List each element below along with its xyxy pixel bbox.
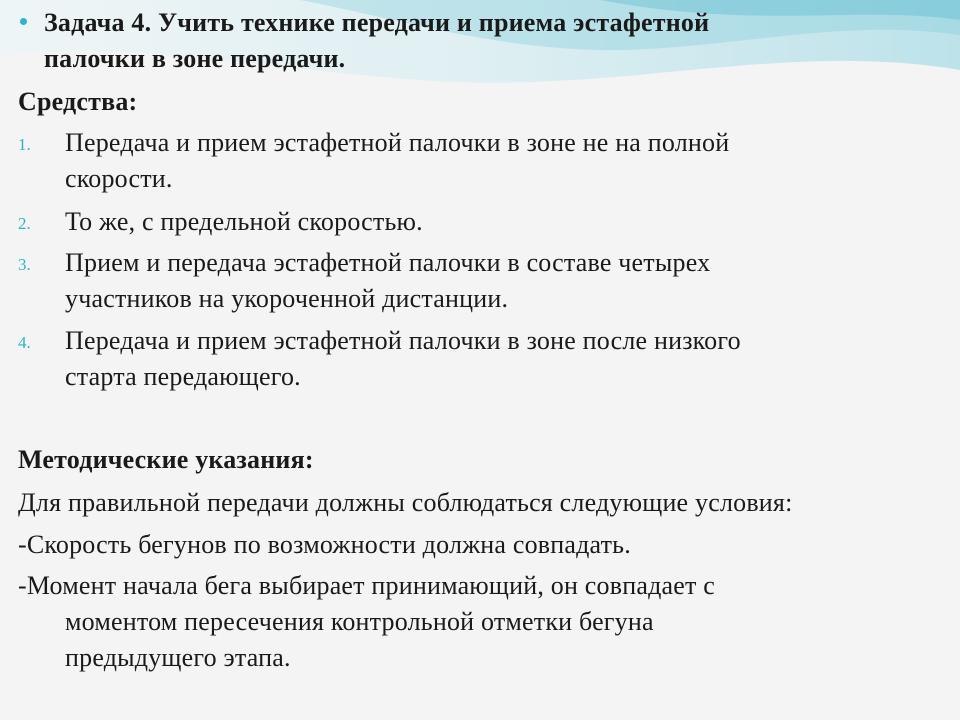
list-number: 1. [18, 135, 31, 154]
list-item-text: старта передающего. [65, 362, 301, 391]
method-line: Для правильной передачи должны соблюдаться следующие условия: [18, 488, 793, 517]
list-item-text: участников на укороченной дистанции. [65, 284, 509, 313]
list-item-text: Передача и прием эстафетной палочки в зоне после низкого [65, 326, 741, 355]
method-line: предыдущего этапа. [65, 643, 291, 672]
list-item-text: скорости. [65, 164, 173, 193]
task-title-line-2: палочки в зоне передачи. [44, 44, 346, 73]
bullet-icon [20, 18, 27, 25]
method-line: -Момент начала бега выбирает принимающий, он совпадает с [18, 571, 715, 600]
method-heading: Методические указания: [18, 445, 314, 474]
means-heading: Средства: [18, 87, 138, 116]
method-line: моментом пересечения контрольной отметки бегуна [65, 607, 654, 636]
list-item-text: То же, с предельной скоростью. [65, 207, 423, 236]
list-item-text: Передача и прием эстафетной палочки в зоне не на полной [65, 128, 730, 157]
method-line: -Скорость бегунов по возможности должна совпадать. [18, 530, 631, 559]
list-number: 2. [18, 214, 31, 233]
list-number: 3. [18, 255, 31, 274]
list-number: 4. [18, 333, 31, 352]
task-title-line-1: Задача 4. Учить технике передачи и приема эстафетной [44, 8, 710, 37]
list-item-text: Прием и передача эстафетной палочки в составе четырех [65, 248, 711, 277]
